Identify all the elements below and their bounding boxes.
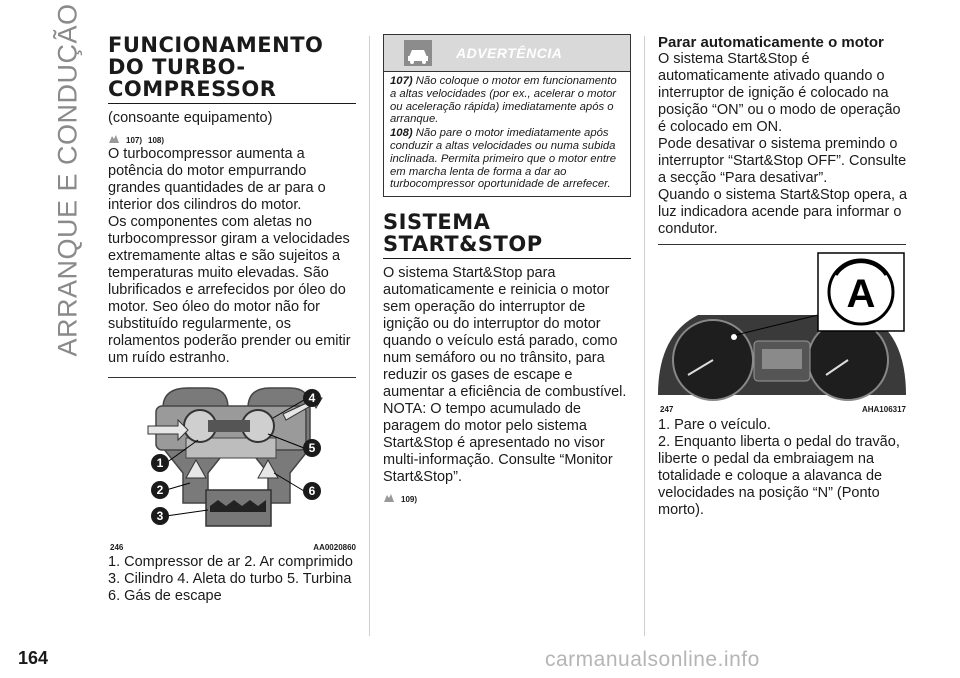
turbo-body bbox=[108, 146, 356, 367]
subtitle-text: (consoante equipamento) bbox=[108, 110, 273, 126]
figure-code: AHA106317 bbox=[861, 405, 906, 414]
turbo-figure bbox=[108, 377, 356, 552]
title-rule bbox=[383, 258, 631, 259]
callout-4: 4 bbox=[308, 391, 316, 405]
warning-item-number: 107) bbox=[390, 75, 413, 87]
title-line: START&STOP bbox=[383, 232, 543, 257]
ref-link[interactable]: 108) bbox=[148, 136, 165, 145]
paragraph: O sistema Start&Stop para automaticamente e reinicia o motor sem operação do interruptor de ignição ou do interruptor do motor quando o veículo está parado, como num semáforo ou no trânsito, para reduzir os gases de escape e aumentar a eficiência de combustível. bbox=[383, 265, 627, 401]
warning-item-number: 108) bbox=[390, 127, 413, 140]
paragraph: O sistema Start&Stop é automaticamente ativado quando o interruptor de ignição é colocado na posição “ON” ou o modo de operação é colocado em ON. bbox=[658, 51, 901, 135]
figure-caption bbox=[658, 403, 906, 414]
step-item: 1. Pare o veículo. bbox=[658, 417, 771, 433]
warning-item-text: Não pare o motor imediatamente após conduzir a altas velocidades ou numa subida inclinada. Permita primeiro que o motor entre em marcha lenta de forma a dar ao turbocompressor oportunidade de arrefecer. bbox=[390, 127, 617, 191]
warning-box bbox=[383, 34, 631, 197]
auto-stop-body bbox=[658, 51, 908, 238]
warning-item bbox=[390, 75, 624, 126]
warning-label: ADVERTÊNCIA bbox=[456, 45, 563, 61]
car-warning-icon bbox=[404, 40, 432, 66]
figure-caption bbox=[108, 541, 356, 552]
ref-link[interactable]: 107) bbox=[126, 136, 143, 145]
steps-list bbox=[658, 417, 908, 519]
callout-6: 6 bbox=[308, 484, 316, 498]
column-auto-stop bbox=[658, 34, 908, 519]
figure-code: AA0020860 bbox=[313, 543, 356, 552]
chapter-side-title-text: ARRANQUE E CONDUÇÃO bbox=[52, 3, 83, 357]
column-divider bbox=[369, 36, 370, 636]
section-title-turbo bbox=[108, 34, 356, 100]
watermark: carmanualsonline.info bbox=[545, 648, 760, 671]
turbo-illustration bbox=[108, 378, 356, 538]
column-turbo bbox=[108, 34, 356, 605]
paragraph: Pode desativar o sistema premindo o interruptor “Start&Stop OFF”. Consulte a secção “Para desativar”. bbox=[658, 136, 907, 186]
callout-1: 1 bbox=[156, 456, 164, 470]
title-line: DO TURBO- bbox=[108, 55, 246, 79]
legend-text: 1. Compressor de ar 2. Ar comprimido 3. Cilindro 4. Aleta do turbo 5. Turbina 6. Gás de escape bbox=[108, 554, 353, 604]
paragraph: Quando o sistema Start&Stop opera, a luz indicadora acende para informar o condutor. bbox=[658, 187, 908, 237]
figure-number: 246 bbox=[110, 543, 124, 552]
column-startstop bbox=[383, 34, 631, 505]
title-rule bbox=[108, 103, 356, 104]
warning-item-text: Não coloque o motor em funcionamento a altas velocidades (por ex., acelerar o motor ou aceleração rápida) imediatamente após o arranque. bbox=[390, 75, 617, 126]
paragraph: NOTA: O tempo acumulado de paragem do motor pelo sistema Start&Stop é apresentado no visor multi-informação. Consulte “Monitor Start&Stop”. bbox=[383, 401, 613, 486]
step-item: 2. Enquanto liberta o pedal do travão, liberte o pedal da embraiagem na totalidade e coloque a alavanca de velocidades na posição “N” (Ponto morto). bbox=[658, 434, 900, 518]
callout-3: 3 bbox=[156, 509, 164, 523]
warning-header bbox=[384, 35, 630, 72]
title-line: COMPRESSOR bbox=[108, 77, 277, 101]
figure-legend bbox=[108, 554, 356, 605]
paragraph: Os componentes com aletas no turbocompressor giram a velocidades extremamente altas e são sujeitos a temperaturas muito elevadas. São lubrificados e arrefecidos por óleo do motor. Seo óleo do motor não for substituído regularmente, os rolamentos poderão prender ou emitir um ruído estranho. bbox=[108, 214, 351, 366]
turbo-subtitle bbox=[108, 110, 356, 127]
startstop-body bbox=[383, 265, 631, 486]
warning-hand-icon bbox=[108, 133, 120, 145]
paragraph: O turbocompressor aumenta a potência do motor empurrando grandes quantidades de ar para o interior dos cilindros do motor. bbox=[108, 146, 326, 213]
title-line: SISTEMA bbox=[383, 210, 491, 235]
warning-item bbox=[390, 127, 624, 191]
page-number: 164 bbox=[18, 648, 49, 668]
start-stop-indicator-letter: A bbox=[846, 272, 876, 316]
callout-5: 5 bbox=[308, 441, 316, 455]
chapter-side-title bbox=[46, 3, 90, 357]
subsection-title: Parar automaticamente o motor bbox=[658, 34, 884, 51]
title-line: FUNCIONAMENTO bbox=[108, 33, 324, 57]
dashboard-figure bbox=[658, 244, 906, 414]
callout-2: 2 bbox=[156, 483, 164, 497]
section-title-startstop bbox=[383, 211, 631, 255]
warning-body bbox=[384, 72, 630, 196]
ref-link[interactable]: 109) bbox=[401, 495, 418, 505]
instrument-cluster-illustration bbox=[658, 245, 906, 403]
figure-number: 247 bbox=[660, 405, 674, 414]
warning-refs bbox=[108, 129, 356, 145]
column-divider bbox=[644, 36, 645, 636]
warning-hand-icon bbox=[383, 492, 395, 504]
warning-refs bbox=[383, 488, 631, 504]
